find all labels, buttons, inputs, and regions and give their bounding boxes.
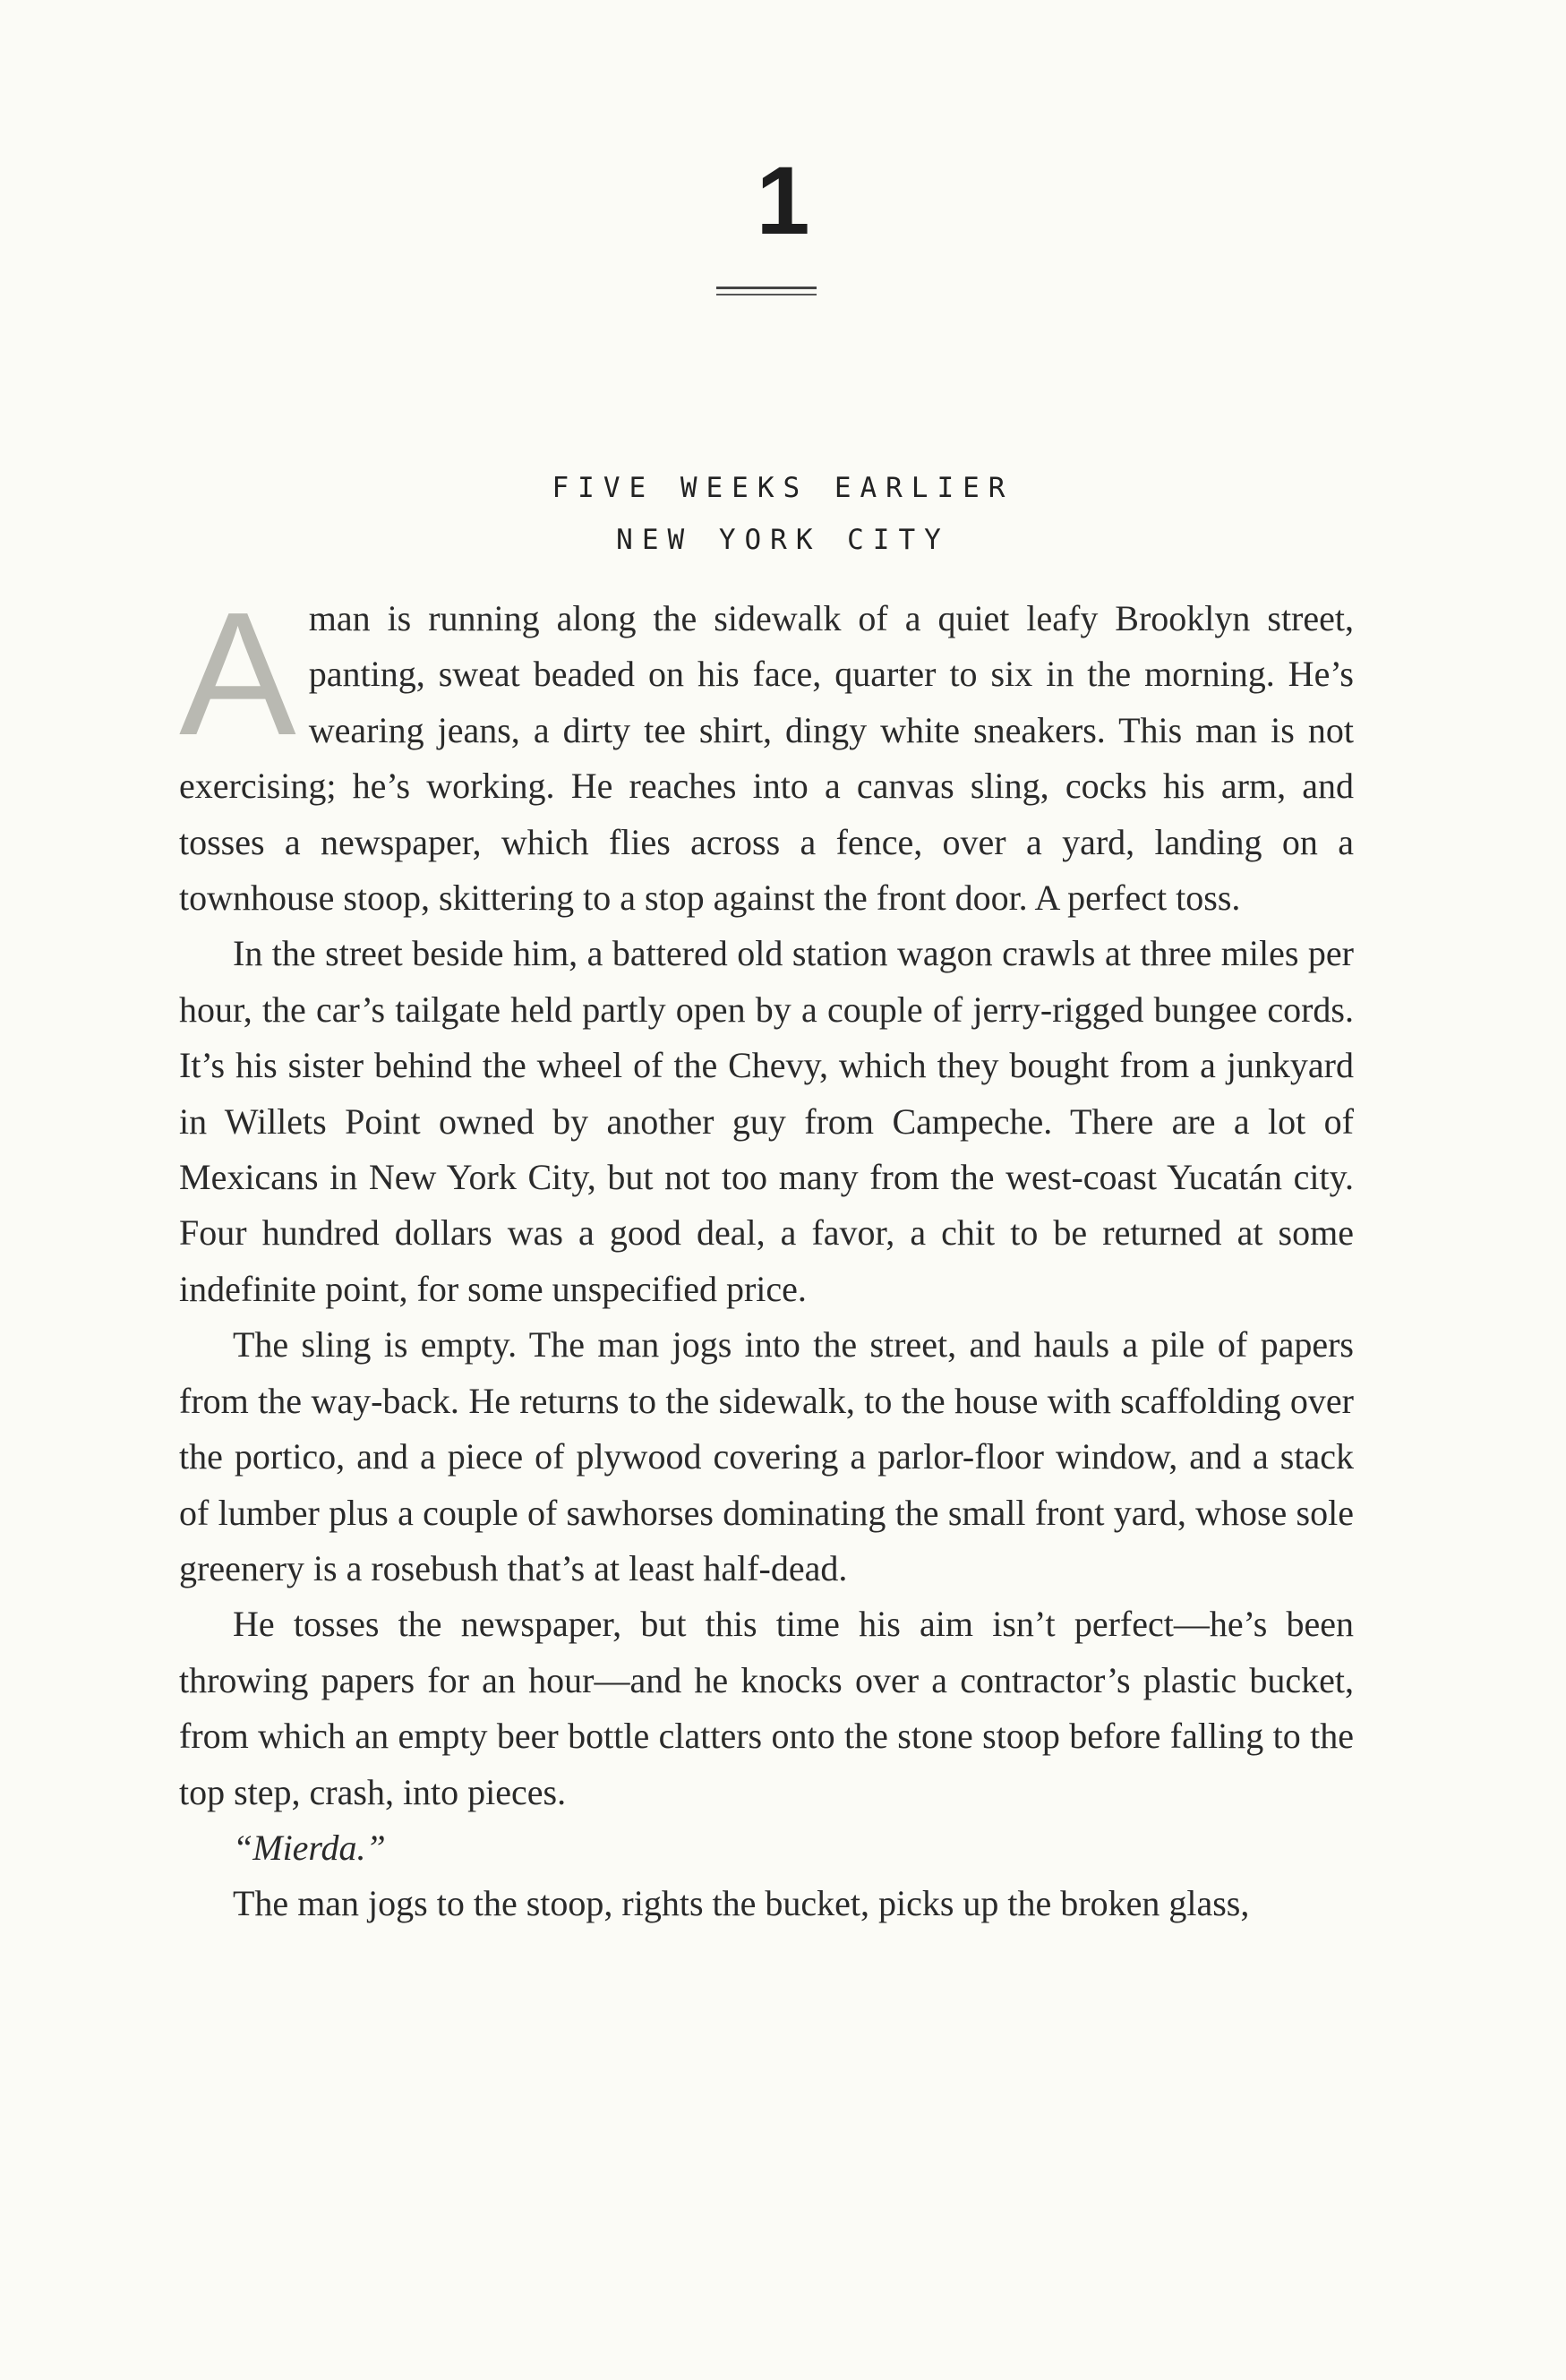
section-heading-place: NEW YORK CITY (616, 524, 950, 556)
paragraph-1-text: man is running along the sidewalk of a quiet leafy Brooklyn street, panting, sweat beaded on his face, quarter to six in the morning. He’s wearing jeans, a dirty tee shirt, dingy white sneakers. This man is not exercising; he’s working. He reaches into a canvas sling, cocks his arm, and tosses a newspaper, which flies across a fence, over a yard, landing on a townhouse stoop, skittering to a stop against the front door. A perfect toss. (179, 598, 1354, 919)
section-heading-time: FIVE WEEKS EARLIER (552, 472, 1014, 504)
body-text (179, 576, 1354, 1932)
paragraph-4: He tosses the newspaper, but this time his aim isn’t perfect—he’s been throwing papers for an hour—and he knocks over a contractor’s plastic bucket, from which an empty beer bottle clatters onto the stone stoop before falling to the top step, crash, into pieces. (179, 1604, 1354, 1812)
paragraph-6: The man jogs to the stoop, rights the bucket, picks up the broken glass, (233, 1883, 1250, 1924)
paragraph-1 (179, 576, 1354, 926)
drop-cap: A (179, 576, 296, 772)
paragraph-5: “Mierda.” (233, 1827, 386, 1868)
paragraph-3: The sling is empty. The man jogs into the street, and hauls a pile of papers from the way-back. He returns to the sidewalk, to the house with scaffolding over the portico, and a piece of plywood covering a parlor-floor window, and a stack of lumber plus a couple of sawhorses dominating the small front yard, whose sole greenery is a rosebush that’s at least half-dead. (179, 1324, 1354, 1588)
paragraph-2: In the street beside him, a battered old station wagon crawls at three miles per hour, the car’s tailgate held partly open by a couple of jerry-rigged bungee cords. It’s his sister behind the wheel of the Chevy, which they bought from a junkyard in Willets Point owned by another guy from Campeche. There are a lot of Mexicans in New York City, but not too many from the west-coast Yucatán city. Four hundred dollars was a good deal, a favor, a chit to be returned at some indefinite point, for some unspecified price. (179, 933, 1354, 1309)
chapter-number: 1 (756, 146, 810, 254)
chapter-rule (716, 287, 817, 295)
